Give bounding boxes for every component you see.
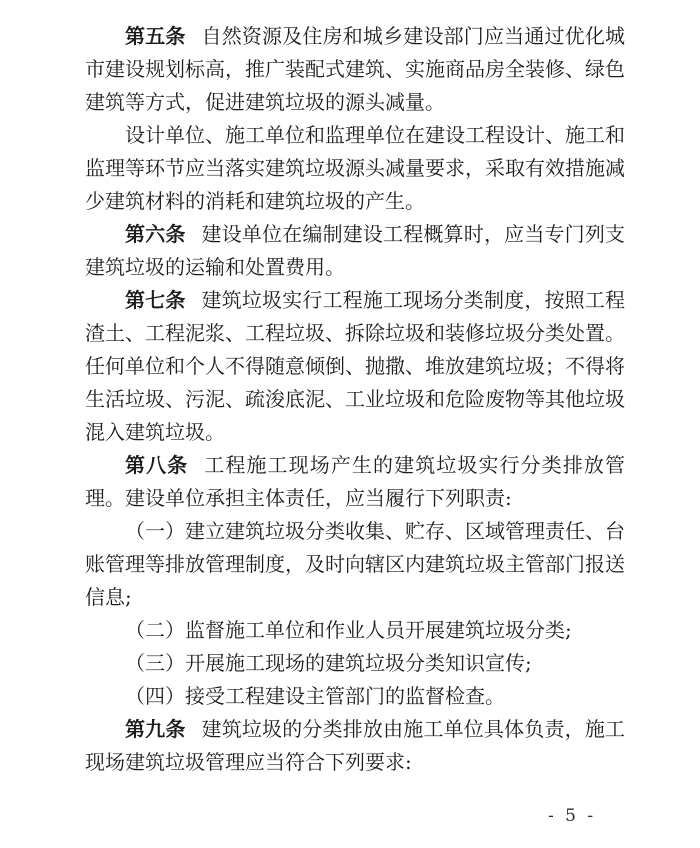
paragraph-text: 设计单位、施工单位和监理单位在建设工程设计、施工和监理等环节应当落实建筑垃圾源头减量要求，采取有效措施减少建筑材料的消耗和建筑垃圾的产生。 [85, 123, 625, 213]
article-paragraph [85, 20, 625, 119]
article-number: 第八条 [125, 453, 189, 477]
paragraph-text: （四）接受工程建设主管部门的监督检查。 [125, 684, 505, 708]
body-paragraph [85, 647, 625, 680]
body-paragraph [85, 614, 625, 647]
article-paragraph [85, 218, 625, 284]
body-paragraph [85, 515, 625, 614]
paragraph-text: （二）监督施工单位和作业人员开展建筑垃圾分类; [125, 618, 572, 642]
paragraph-text: 建筑垃圾的分类排放由施工单位具体负责，施工现场建筑垃圾管理应当符合下列要求: [85, 717, 626, 774]
article-paragraph [85, 713, 625, 779]
article-number: 第七条 [125, 288, 186, 312]
article-number: 第五条 [125, 24, 186, 48]
paragraph-text: 建设单位在编制建设工程概算时，应当专门列支建筑垃圾的运输和处置费用。 [85, 222, 626, 279]
article-paragraph [85, 449, 625, 515]
article-number: 第六条 [125, 222, 186, 246]
page-number: - 5 - [548, 806, 597, 826]
paragraph-text: （一）建立建筑垃圾分类收集、贮存、区域管理责任、台账管理等排放管理制度，及时向辖区内建筑垃圾主管部门报送信息; [85, 519, 625, 609]
paragraph-text: 工程施工现场产生的建筑垃圾实行分类排放管理。建设单位承担主体责任，应当履行下列职责: [85, 453, 626, 510]
article-paragraph [85, 284, 625, 449]
paragraph-text: 自然资源及住房和城乡建设部门应当通过优化城市建设规划标高，推广装配式建筑、实施商品房全装修、绿色建筑等方式，促进建筑垃圾的源头减量。 [85, 24, 626, 114]
article-number: 第九条 [125, 717, 186, 741]
document-body [85, 20, 625, 779]
body-paragraph [85, 119, 625, 218]
paragraph-text: （三）开展施工现场的建筑垃圾分类知识宣传; [125, 651, 532, 675]
body-paragraph [85, 680, 625, 713]
paragraph-text: 建筑垃圾实行工程施工现场分类制度，按照工程渣土、工程泥浆、工程垃圾、拆除垃圾和装修垃圾分类处置。任何单位和个人不得随意倾倒、抛撒、堆放建筑垃圾；不得将生活垃圾、污泥、疏浚底泥、工业垃圾和危险废物等其他垃圾混入建筑垃圾。 [85, 288, 626, 444]
